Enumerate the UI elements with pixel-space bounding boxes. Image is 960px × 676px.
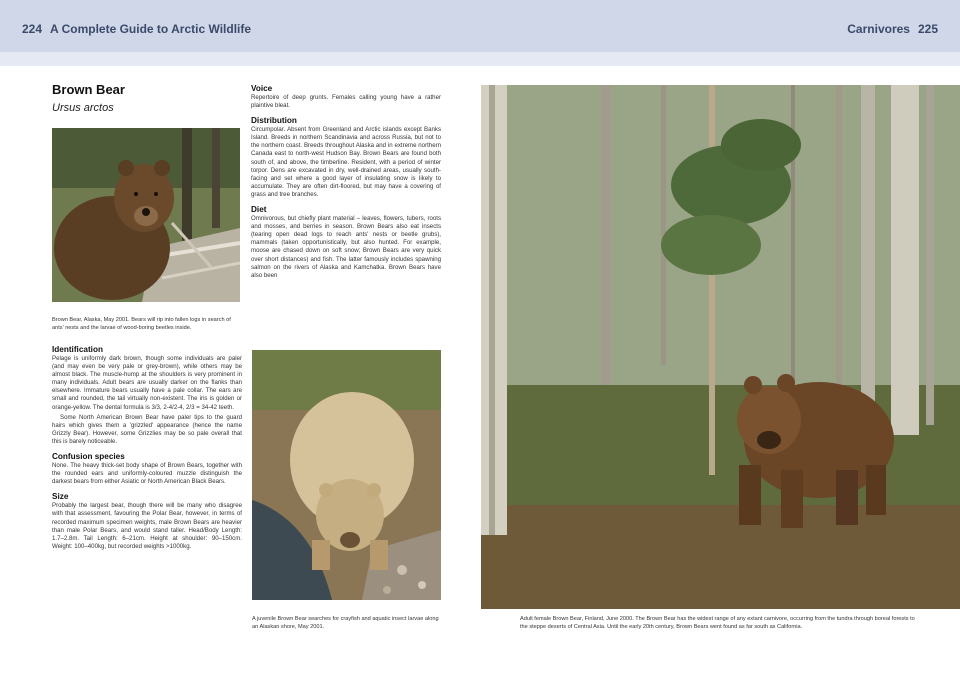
identification-paragraph: Pelage is uniformly dark brown, though some individuals are paler (and may even be very pale or grey-brown), while others may be almost black. The muscle-hump at the shoulders is very prominent in many individuals. Adult bears are usually darker on the flanks than elsewhere. Immature bears usually have a pale collar. The ears are small and rounded, the tail virtually non-existent. The iris is golden or orange-yellow. The dental formula is 3/3, 2-4/2-4, 2/3 = 34-42 teeth. bbox=[52, 355, 242, 411]
diet-paragraph: Omnivorous, but chiefly plant material – leaves, flowers, tubers, roots and mosses, and berries in season. Brown Bears also eat insects (tearing open dead logs to reach ants' nests or beetle grubs), mammals (taken opportunistically, but also hunted. For example, moose are chased down on soft snow; Brown Bears are very quick over short distances) and fish. The latter famously includes spawning salmon on the rivers of Alaska and Kamchatka. Brown Bears have also been bbox=[251, 215, 441, 279]
identification-section bbox=[52, 345, 242, 446]
left-page-number: 224 bbox=[22, 22, 43, 36]
species-name: Brown Bear bbox=[52, 82, 125, 97]
confusion-section bbox=[52, 452, 242, 486]
forest-bear-photo bbox=[481, 85, 960, 609]
page-header bbox=[0, 0, 960, 55]
size-section bbox=[52, 492, 242, 551]
left-text-column bbox=[52, 345, 242, 557]
size-paragraph: Probably the largest bear, though there will be many who disagree with that assessment, favouring the Polar Bear, however, in terms of recorded maximum specimen weights, male Brown Bears are heavier than male Polar Bears, and would stand taller. Head/Body Length: 1.7–2.8m. Tail Length: 6–21cm. Height at shoulder: 90–150cm. Weight: 100–400kg, but recorded weights >1000kg. bbox=[52, 502, 242, 550]
right-page-number: 225 bbox=[917, 22, 938, 36]
middle-text-column bbox=[251, 84, 441, 286]
brown-bear-photo bbox=[52, 128, 240, 302]
book-title: A Complete Guide to Arctic Wildlife bbox=[50, 22, 252, 36]
voice-paragraph: Repertoire of deep grunts. Females calling young have a rather plaintive bleat. bbox=[251, 94, 441, 110]
voice-heading: Voice bbox=[251, 84, 273, 93]
distribution-section bbox=[251, 116, 441, 199]
size-heading: Size bbox=[52, 492, 69, 502]
identification-heading: Identification bbox=[52, 345, 103, 354]
confusion-heading: Confusion species bbox=[52, 452, 125, 462]
juvenile-bear-photo bbox=[252, 350, 441, 600]
left-running-head bbox=[22, 22, 251, 36]
species-latin-name: Ursus arctos bbox=[52, 102, 114, 114]
distribution-heading: Distribution bbox=[251, 116, 297, 126]
chapter-title: Carnivores bbox=[847, 22, 910, 36]
photo-caption-juvenile: A juvenile Brown Bear searches for crayfish and aquatic insect larvae along an Alaskan shore, May 2001. bbox=[252, 616, 439, 630]
header-band bbox=[0, 52, 960, 66]
confusion-paragraph: None. The heavy thick-set body shape of Brown Bears, together with the rounded ears and uniformly-coloured muzzle distinguish the darkest bears from either Asiatic or North American Black Bears. bbox=[52, 462, 242, 486]
identification-paragraph-2: Some North American Brown Bear have paler tips to the guard hairs which gives them a 'grizzled' appearance (hence the name Grizzly Bear). However, some Grizzlies may be so pale overall that this is barely noticeable. bbox=[52, 413, 242, 445]
voice-section bbox=[251, 84, 441, 110]
diet-section bbox=[251, 205, 441, 280]
photo-caption-finland: Adult female Brown Bear, Finland, June 2000. The Brown Bear has the widest range of any extant carnivore, occurring from the tundra through boreal forests to the steppe deserts of Central Asia. Until the early 20th century, Brown Bears went found as far south as California. bbox=[520, 616, 915, 630]
diet-heading: Diet bbox=[251, 205, 267, 215]
photo-caption-alaska: Brown Bear, Alaska, May 2001. Bears will rip into fallen logs in search of ants' nests and the larvae of wood-boring beetles inside. bbox=[52, 317, 231, 331]
distribution-paragraph: Circumpolar. Absent from Greenland and Arctic islands except Banks Island. Breeds in northern Scandinavia and across Russia, but not to the northern coast. Breeds throughout Alaska and in extreme northern Canada east to north-west Hudson Bay. Brown Bears are found both south of, and above, the timberline. Resident, with a period of winter torpor. Dens are excavated in dry, well-drained areas, usually south-facing and set where a good layer of insulating snow is likely to accumulate. They are often dirt-floored, but may have a covering of grass and tree branches. bbox=[251, 126, 441, 198]
right-running-head bbox=[847, 22, 938, 36]
